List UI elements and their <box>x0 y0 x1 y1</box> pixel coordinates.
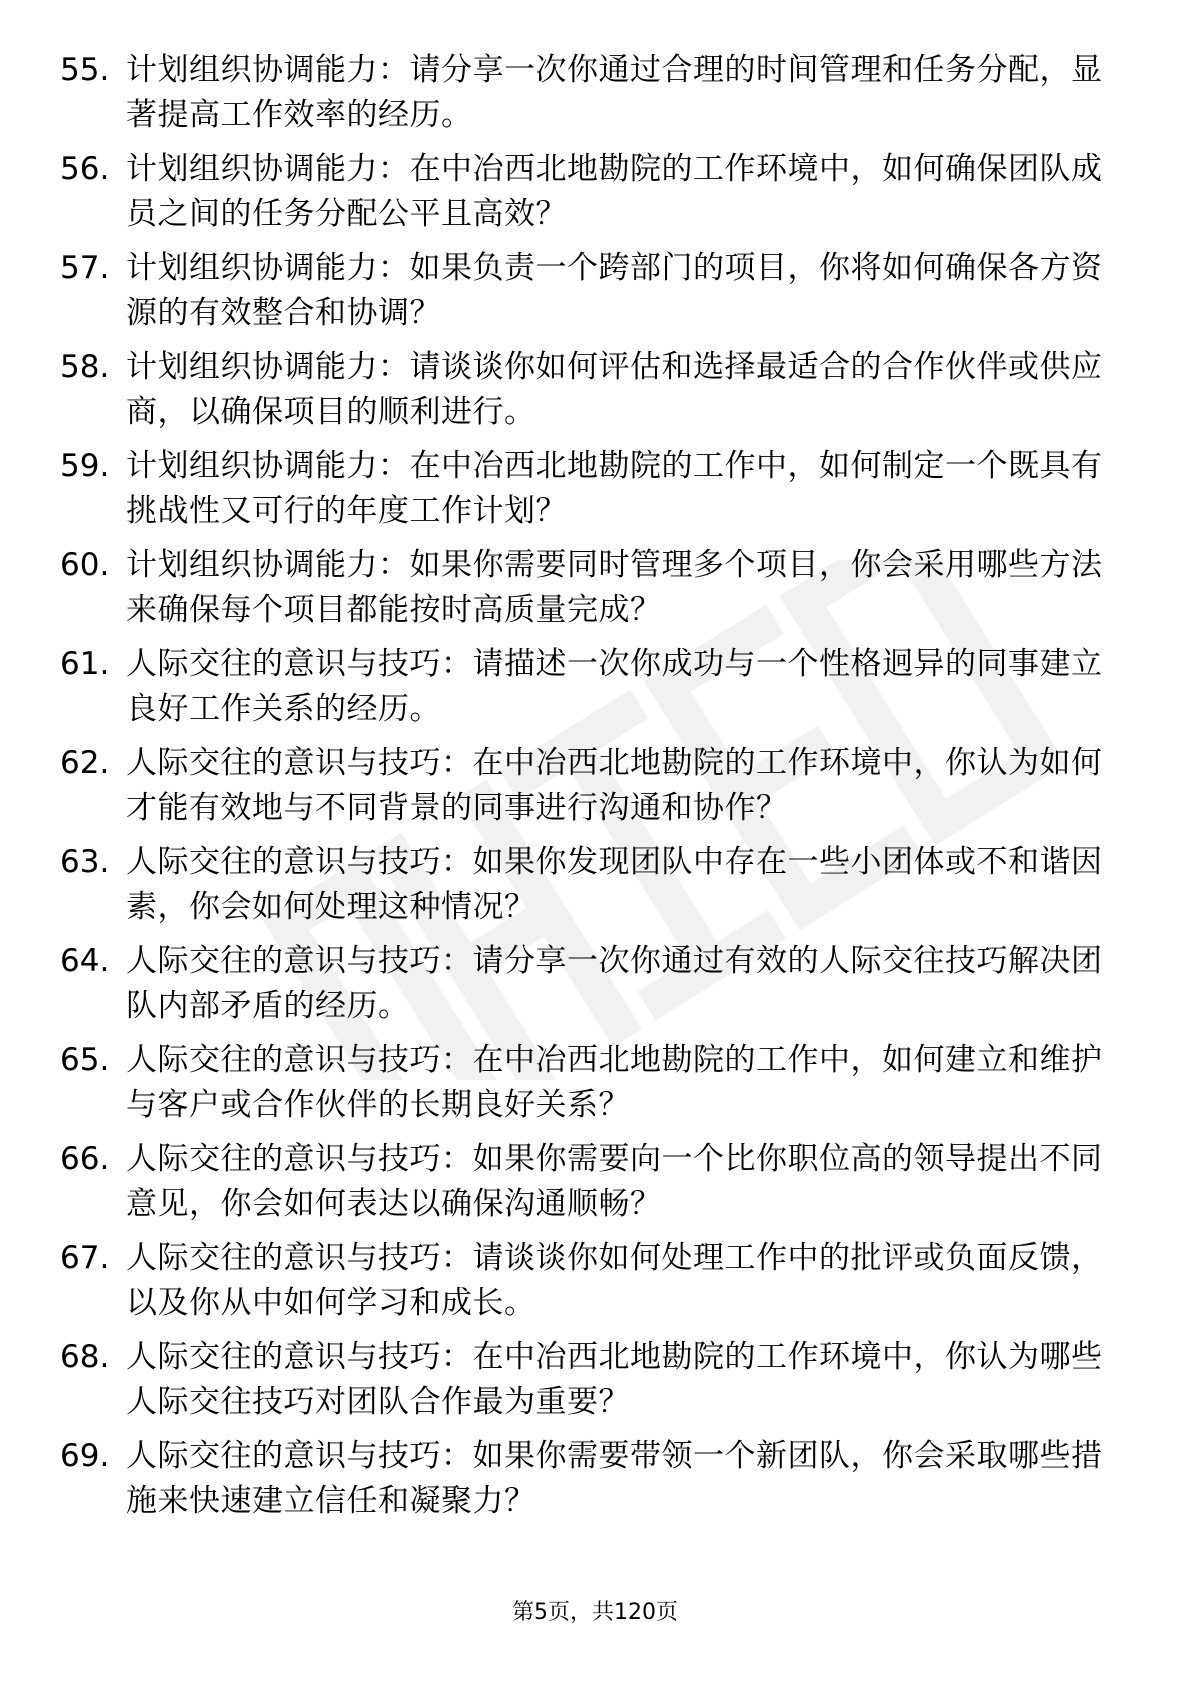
question-text: 人际交往的意识与技巧：请谈谈你如何处理工作中的批评或负面反馈，以及你从中如何学习和成长。 <box>126 1240 1103 1321</box>
question-text: 人际交往的意识与技巧：请描述一次你成功与一个性格迥异的同事建立良好工作关系的经历。 <box>126 646 1103 727</box>
question-text: 计划组织协调能力：在中冶西北地勘院的工作环境中，如何确保团队成员之间的任务分配公平且高效？ <box>126 151 1103 232</box>
question-item <box>60 741 1120 840</box>
question-item <box>60 345 1120 444</box>
page-footer: 第5页，共120页 <box>512 1600 678 1625</box>
question-text: 人际交往的意识与技巧：在中冶西北地勘院的工作环境中，你认为哪些人际交往技巧对团队合作最为重要？ <box>126 1339 1103 1420</box>
question-text: 人际交往的意识与技巧：如果你发现团队中存在一些小团体或不和谐因素，你会如何处理这种情况？ <box>126 844 1103 925</box>
question-text: 人际交往的意识与技巧：在中冶西北地勘院的工作环境中，你认为如何才能有效地与不同背景的同事进行沟通和协作？ <box>126 745 1103 826</box>
question-number: 60. <box>60 547 110 583</box>
question-item <box>60 642 1120 741</box>
question-text: 计划组织协调能力：请分享一次你通过合理的时间管理和任务分配，显著提高工作效率的经历。 <box>126 52 1103 133</box>
question-number: 55. <box>60 52 110 88</box>
question-text: 计划组织协调能力：在中冶西北地勘院的工作中，如何制定一个既具有挑战性又可行的年度工作计划？ <box>126 448 1103 529</box>
question-item <box>60 246 1120 345</box>
question-number: 64. <box>60 943 110 979</box>
question-number: 62. <box>60 745 110 781</box>
question-number: 67. <box>60 1240 110 1276</box>
question-text: 人际交往的意识与技巧：在中冶西北地勘院的工作中，如何建立和维护与客户或合作伙伴的长期良好关系？ <box>126 1042 1103 1123</box>
question-number: 68. <box>60 1339 110 1375</box>
question-item <box>60 1038 1120 1137</box>
question-number: 56. <box>60 151 110 187</box>
question-text: 人际交往的意识与技巧：如果你需要带领一个新团队，你会采取哪些措施来快速建立信任和凝聚力？ <box>126 1438 1103 1519</box>
question-item <box>60 939 1120 1038</box>
question-number: 63. <box>60 844 110 880</box>
question-number: 65. <box>60 1042 110 1078</box>
question-item <box>60 840 1120 939</box>
question-item <box>60 1137 1120 1236</box>
question-text: 计划组织协调能力：如果负责一个跨部门的项目，你将如何确保各方资源的有效整合和协调？ <box>126 250 1103 331</box>
question-item <box>60 444 1120 543</box>
question-item <box>60 1335 1120 1434</box>
question-item <box>60 48 1120 147</box>
question-item <box>60 147 1120 246</box>
question-text: 计划组织协调能力：如果你需要同时管理多个项目，你会采用哪些方法来确保每个项目都能按时高质量完成？ <box>126 547 1103 628</box>
question-text: 人际交往的意识与技巧：如果你需要向一个比你职位高的领导提出不同意见，你会如何表达以确保沟通顺畅？ <box>126 1141 1103 1222</box>
question-item <box>60 1434 1120 1533</box>
question-text: 计划组织协调能力：请谈谈你如何评估和选择最适合的合作伙伴或供应商，以确保项目的顺利进行。 <box>126 349 1103 430</box>
question-number: 61. <box>60 646 110 682</box>
question-number: 57. <box>60 250 110 286</box>
question-number: 66. <box>60 1141 110 1177</box>
question-list <box>60 48 1120 1533</box>
question-number: 58. <box>60 349 110 385</box>
question-number: 59. <box>60 448 110 484</box>
question-item <box>60 1236 1120 1335</box>
question-text: 人际交往的意识与技巧：请分享一次你通过有效的人际交往技巧解决团队内部矛盾的经历。 <box>126 943 1103 1024</box>
question-item <box>60 543 1120 642</box>
question-number: 69. <box>60 1438 110 1474</box>
